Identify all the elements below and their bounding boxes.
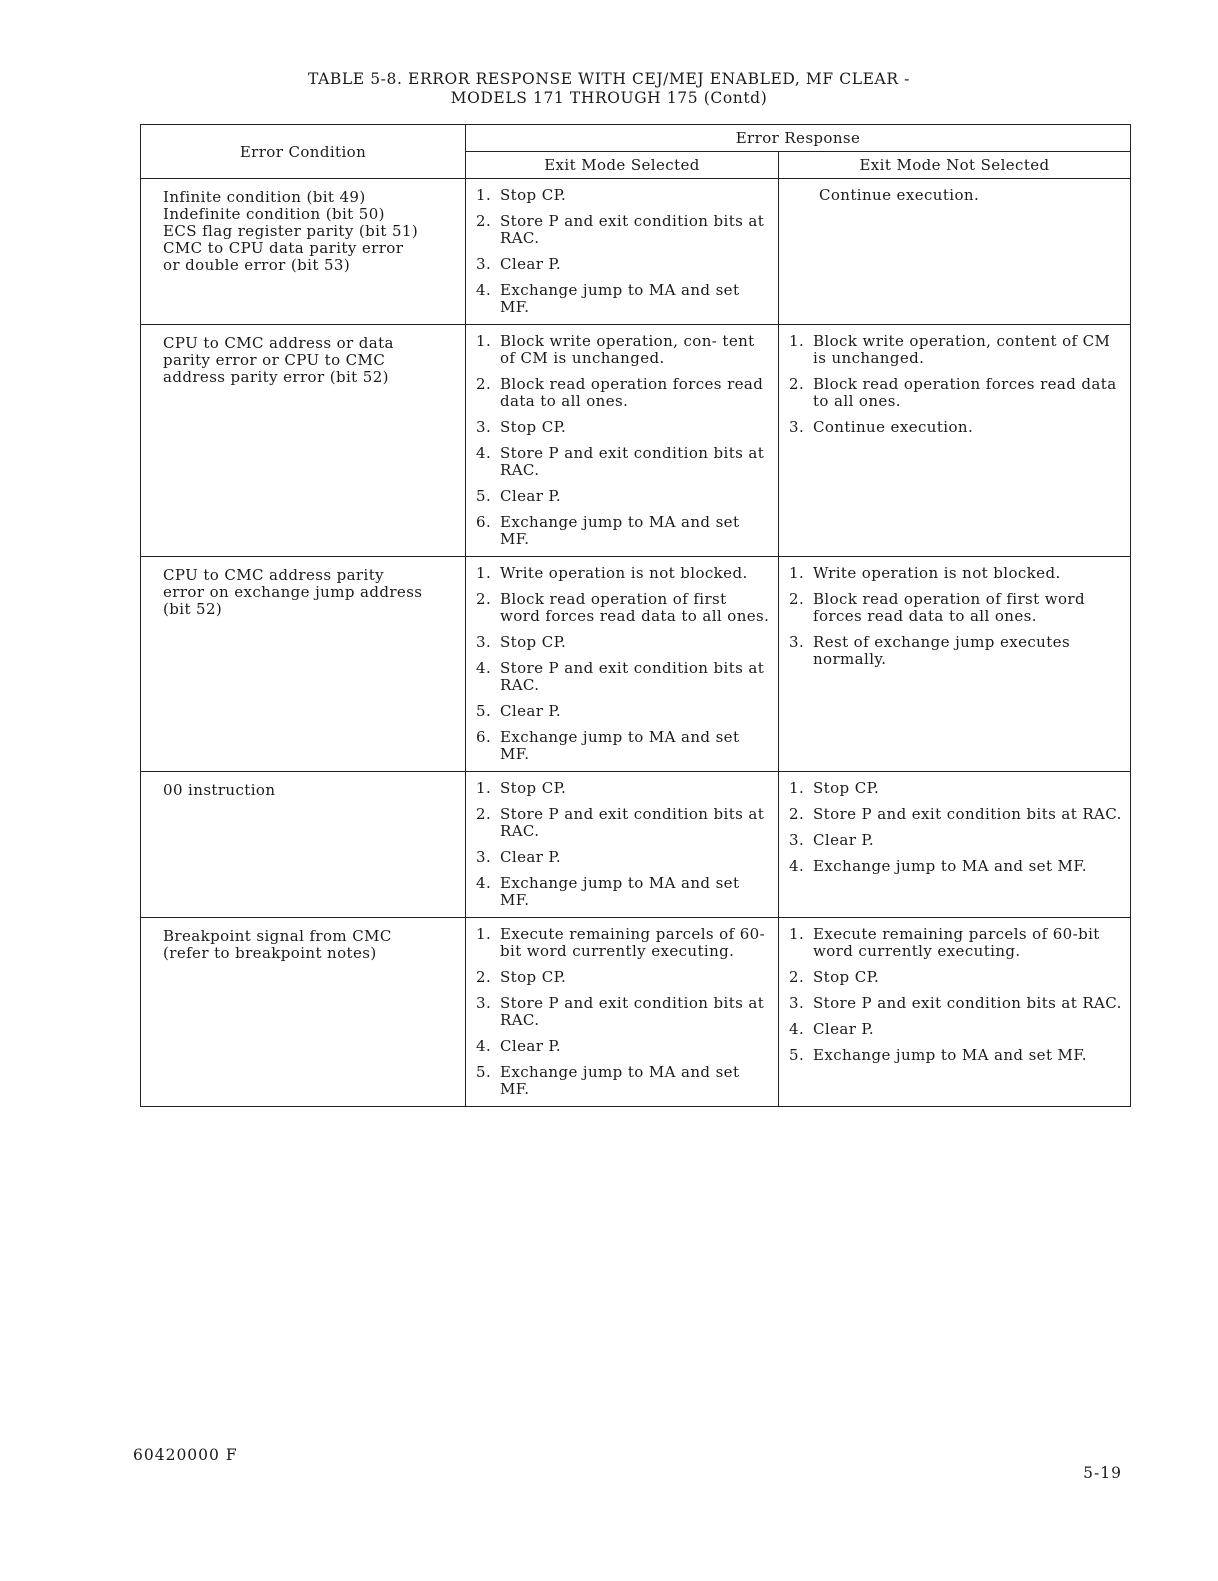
- step-text: Store P and exit condition bits at RAC.: [500, 805, 765, 840]
- step-text: Clear P.: [500, 487, 562, 505]
- list-item: [476, 849, 770, 866]
- step-text: Exchange jump to MA and set MF.: [813, 1046, 1087, 1064]
- step-number: 1.: [476, 564, 492, 582]
- condition-cell: [141, 325, 466, 557]
- list-item: [476, 634, 770, 651]
- step-text: Clear P.: [500, 848, 562, 866]
- step-number: 4.: [476, 874, 492, 892]
- step-text: Stop CP.: [500, 418, 567, 436]
- exit-mode-selected-cell: [466, 557, 779, 772]
- step-text: Store P and exit condition bits at RAC.: [813, 805, 1122, 823]
- continue-execution-text: Continue execution.: [819, 186, 980, 204]
- step-text: Execute remaining parcels of 60-bit word currently executing.: [500, 925, 766, 960]
- step-text: Block read operation forces read data to all ones.: [813, 375, 1117, 410]
- list-item: [476, 729, 770, 763]
- step-number: 2.: [476, 968, 492, 986]
- condition-line: CMC to CPU data parity error: [163, 239, 404, 257]
- condition-cell: [141, 918, 466, 1107]
- list-item: [789, 858, 1122, 875]
- header-error-condition: Error Condition: [141, 125, 466, 179]
- list-item: [476, 591, 770, 625]
- step-number: 4.: [476, 444, 492, 462]
- list-item: [476, 565, 770, 582]
- list-item: [476, 419, 770, 436]
- condition-line: ECS flag register parity (bit 51): [163, 222, 419, 240]
- exit-mode-not-selected-cell: [779, 918, 1131, 1107]
- step-number: 2.: [789, 805, 805, 823]
- step-number: 5.: [476, 702, 492, 720]
- step-text: Rest of exchange jump executes normally.: [813, 633, 1071, 668]
- list-item: [476, 780, 770, 797]
- exit-mode-selected-cell: [466, 918, 779, 1107]
- step-number: 3.: [789, 633, 805, 651]
- table-caption: [0, 70, 1218, 108]
- step-text: Stop CP.: [813, 968, 880, 986]
- step-text: Stop CP.: [500, 186, 567, 204]
- list-item: [476, 488, 770, 505]
- list-item: [789, 1021, 1122, 1038]
- condition-cell: [141, 772, 466, 918]
- list-item: [789, 926, 1122, 960]
- step-number: 3.: [476, 255, 492, 273]
- step-text: Execute remaining parcels of 60-bit word currently executing.: [813, 925, 1100, 960]
- condition-line: CPU to CMC address parity: [163, 566, 384, 584]
- list-item: [789, 333, 1122, 367]
- step-text: Store P and exit condition bits at RAC.: [813, 994, 1122, 1012]
- condition-cell: [141, 179, 466, 325]
- step-text: Stop CP.: [500, 633, 567, 651]
- condition-line: (bit 52): [163, 600, 223, 618]
- condition-cell: [141, 557, 466, 772]
- step-number: 2.: [789, 590, 805, 608]
- step-text: Store P and exit condition bits at RAC.: [500, 994, 765, 1029]
- condition-line: (refer to breakpoint notes): [163, 944, 377, 962]
- header-error-response: Error Response: [466, 125, 1131, 152]
- table-row: [141, 325, 1131, 557]
- list-item: [789, 591, 1122, 625]
- condition-line: parity error or CPU to CMC: [163, 351, 386, 369]
- step-text: Continue execution.: [813, 418, 974, 436]
- step-number: 1.: [789, 332, 805, 350]
- list-item: [789, 376, 1122, 410]
- step-text: Store P and exit condition bits at RAC.: [500, 212, 765, 247]
- table-row: [141, 557, 1131, 772]
- condition-line: or double error (bit 53): [163, 256, 351, 274]
- step-number: 3.: [476, 994, 492, 1012]
- header-exit-mode-not-selected: Exit Mode Not Selected: [779, 152, 1131, 179]
- step-number: 5.: [476, 487, 492, 505]
- step-number: 1.: [476, 925, 492, 943]
- list-item: [476, 213, 770, 247]
- list-item: [476, 187, 770, 204]
- step-number: 2.: [789, 375, 805, 393]
- step-text: Store P and exit condition bits at RAC.: [500, 444, 765, 479]
- step-number: 5.: [789, 1046, 805, 1064]
- exit-mode-not-selected-cell: [779, 325, 1131, 557]
- step-text: Clear P.: [500, 1037, 562, 1055]
- step-number: 3.: [476, 633, 492, 651]
- step-text: Stop CP.: [813, 779, 880, 797]
- step-text: Stop CP.: [500, 968, 567, 986]
- list-item: [476, 995, 770, 1029]
- list-item: [476, 282, 770, 316]
- list-item: [476, 703, 770, 720]
- step-text: Write operation is not blocked.: [813, 564, 1061, 582]
- list-item: [476, 926, 770, 960]
- step-text: Clear P.: [813, 831, 875, 849]
- step-text: Block read operation of first word forces read data to all ones.: [813, 590, 1085, 625]
- step-number: 3.: [789, 994, 805, 1012]
- error-response-table: [140, 124, 1131, 1107]
- step-text: Block write operation, content of CM is unchanged.: [813, 332, 1111, 367]
- step-number: 3.: [789, 418, 805, 436]
- step-text: Stop CP.: [500, 779, 567, 797]
- list-item: [789, 419, 1122, 436]
- step-number: 3.: [476, 418, 492, 436]
- step-number: 3.: [476, 848, 492, 866]
- step-text: Block read operation forces read data to all ones.: [500, 375, 764, 410]
- list-item: [789, 565, 1122, 582]
- step-number: 3.: [789, 831, 805, 849]
- step-number: 5.: [476, 1063, 492, 1081]
- list-item: [476, 875, 770, 909]
- list-item: [476, 1064, 770, 1098]
- list-item: [789, 806, 1122, 823]
- list-item: [789, 969, 1122, 986]
- step-text: Exchange jump to MA and set MF.: [500, 874, 740, 909]
- condition-line: Infinite condition (bit 49): [163, 188, 366, 206]
- step-number: 4.: [476, 659, 492, 677]
- list-item: [476, 256, 770, 273]
- step-number: 1.: [789, 779, 805, 797]
- step-text: Write operation is not blocked.: [500, 564, 748, 582]
- list-item: [789, 780, 1122, 797]
- step-number: 2.: [476, 212, 492, 230]
- table-row: [141, 772, 1131, 918]
- step-number: 2.: [789, 968, 805, 986]
- step-number: 1.: [476, 779, 492, 797]
- step-text: Clear P.: [500, 255, 562, 273]
- step-text: Exchange jump to MA and set MF.: [500, 281, 740, 316]
- condition-line: address parity error (bit 52): [163, 368, 389, 386]
- condition-line: Breakpoint signal from CMC: [163, 927, 392, 945]
- condition-line: CPU to CMC address or data: [163, 334, 394, 352]
- step-text: Exchange jump to MA and set MF.: [500, 513, 740, 548]
- list-item: [476, 660, 770, 694]
- header-exit-mode-selected: Exit Mode Selected: [466, 152, 779, 179]
- exit-mode-selected-cell: [466, 179, 779, 325]
- exit-mode-selected-cell: [466, 325, 779, 557]
- step-text: Store P and exit condition bits at RAC.: [500, 659, 765, 694]
- list-item: [476, 806, 770, 840]
- list-item: [476, 1038, 770, 1055]
- condition-line: 00 instruction: [163, 781, 276, 799]
- list-item: [476, 333, 770, 367]
- step-text: Exchange jump to MA and set MF.: [813, 857, 1087, 875]
- step-number: 6.: [476, 728, 492, 746]
- list-item: [476, 376, 770, 410]
- table-row: [141, 918, 1131, 1107]
- step-number: 4.: [476, 1037, 492, 1055]
- list-item: [789, 1047, 1122, 1064]
- condition-line: error on exchange jump address: [163, 583, 423, 601]
- exit-mode-not-selected-cell: [779, 772, 1131, 918]
- step-number: 4.: [789, 857, 805, 875]
- step-number: 1.: [476, 332, 492, 350]
- step-number: 1.: [789, 925, 805, 943]
- list-item: [789, 832, 1122, 849]
- step-number: 4.: [789, 1020, 805, 1038]
- page-number: 5-19: [1083, 1464, 1122, 1482]
- step-number: 2.: [476, 805, 492, 823]
- exit-mode-selected-cell: [466, 772, 779, 918]
- step-text: Exchange jump to MA and set MF.: [500, 728, 740, 763]
- list-item: [789, 634, 1122, 668]
- step-number: 2.: [476, 590, 492, 608]
- list-item: [476, 514, 770, 548]
- list-item: [476, 445, 770, 479]
- step-number: 4.: [476, 281, 492, 299]
- condition-line: Indefinite condition (bit 50): [163, 205, 385, 223]
- step-text: Exchange jump to MA and set MF.: [500, 1063, 740, 1098]
- table-row: [141, 179, 1131, 325]
- document-number: 60420000 F: [133, 1446, 238, 1464]
- step-number: 1.: [476, 186, 492, 204]
- step-text: Block write operation, con- tent of CM is unchanged.: [500, 332, 755, 367]
- list-item: [789, 995, 1122, 1012]
- step-number: 6.: [476, 513, 492, 531]
- list-item: [476, 969, 770, 986]
- caption-line-2: MODELS 171 THROUGH 175 (Contd): [450, 89, 768, 107]
- step-text: Block read operation of first word forces read data to all ones.: [500, 590, 770, 625]
- step-number: 2.: [476, 375, 492, 393]
- step-number: 1.: [789, 564, 805, 582]
- step-text: Clear P.: [500, 702, 562, 720]
- step-text: Clear P.: [813, 1020, 875, 1038]
- exit-mode-not-selected-cell: [779, 557, 1131, 772]
- caption-line-1: TABLE 5-8. ERROR RESPONSE WITH CEJ/MEJ ENABLED, MF CLEAR -: [308, 70, 910, 88]
- exit-mode-not-selected-cell: [779, 179, 1131, 325]
